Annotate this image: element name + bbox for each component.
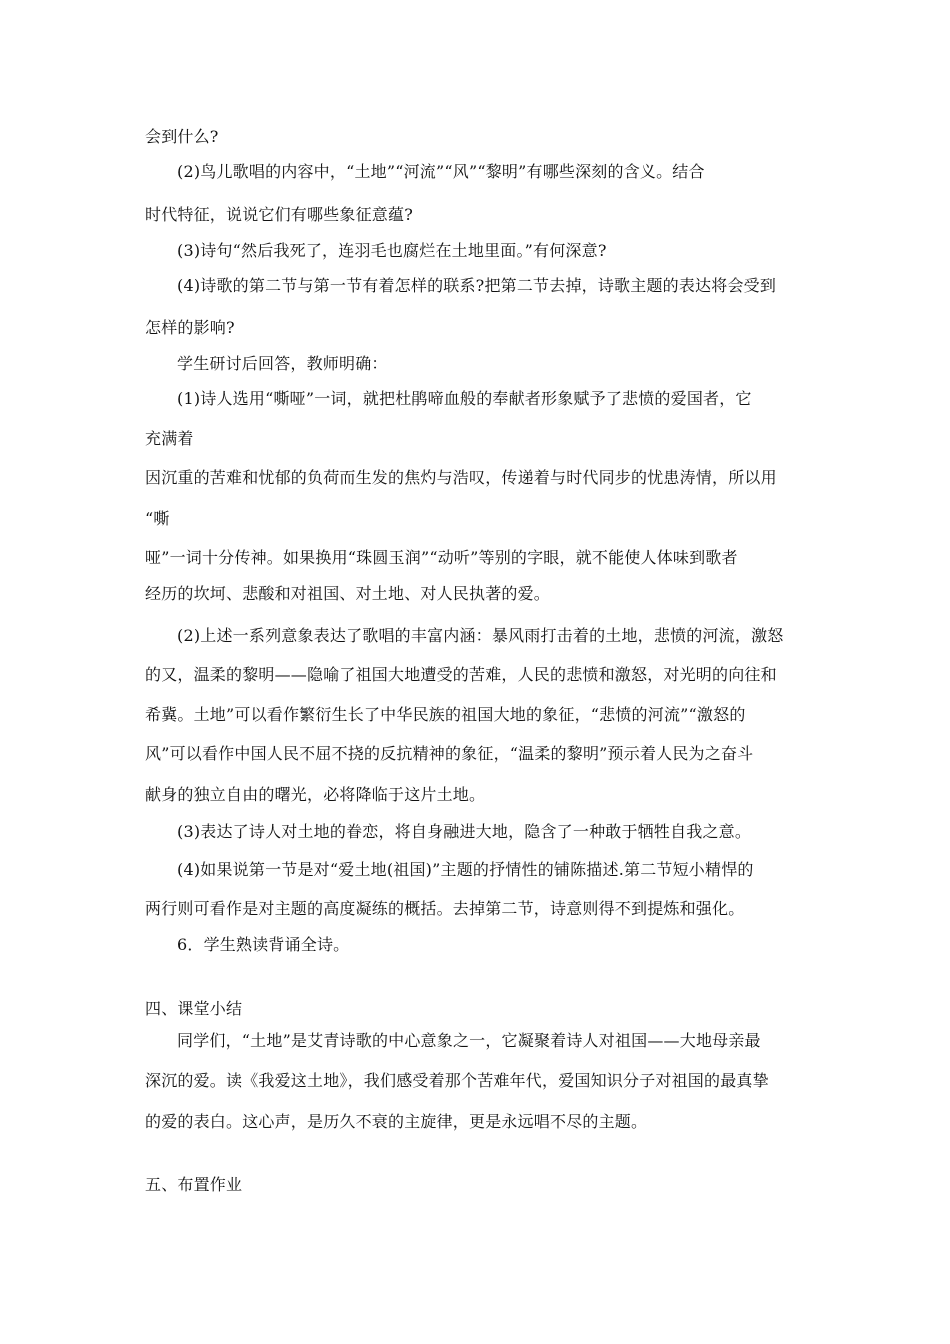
teacher-clarification-line: 学生研讨后回答，教师明确： bbox=[177, 354, 388, 373]
section-heading-homework: 五、布置作业 bbox=[145, 1175, 243, 1194]
text-line: 会到什么? bbox=[145, 127, 219, 146]
text-line: 时代特征，说说它们有哪些象征意蕴? bbox=[145, 205, 413, 224]
question-2-line: (2)鸟儿歌唱的内容中，“土地”“河流”“风”“黎明”有哪些深刻的含义。结合 bbox=[177, 162, 705, 181]
answer-2-line: (2)上述一系列意象表达了歌唱的丰富内涵：暴风雨打击着的土地，悲愤的河流，激怒 bbox=[177, 626, 784, 645]
text-line: 怎样的影响? bbox=[145, 318, 235, 337]
text-line: 深沉的爱。读《我爱这土地》，我们感受着那个苦难年代，爱国知识分子对祖国的最真挚 bbox=[145, 1071, 769, 1090]
text-line: 的爱的表白。这心声，是历久不衰的主旋律，更是永远唱不尽的主题。 bbox=[145, 1112, 648, 1131]
summary-line: 同学们，“土地”是艾青诗歌的中心意象之一，它凝聚着诗人对祖国——大地母亲最 bbox=[177, 1031, 761, 1050]
text-line: 充满着 bbox=[145, 429, 194, 448]
question-3-line: (3)诗句“然后我死了，连羽毛也腐烂在土地里面。”有何深意? bbox=[177, 241, 607, 260]
text-line: 因沉重的苦难和忧郁的负荷而生发的焦灼与浩叹，传递着与时代同步的忧患涛情，所以用 bbox=[145, 468, 777, 487]
answer-1-line: (1)诗人选用“嘶哑”一词，就把杜鹃啼血般的奉献者形象赋予了悲愤的爱国者，它 bbox=[177, 389, 752, 408]
text-line: 经历的坎坷、悲酸和对祖国、对土地、对人民执著的爱。 bbox=[145, 584, 551, 603]
text-line: 风”可以看作中国人民不屈不挠的反抗精神的象征，“温柔的黎明”预示着人民为之奋斗 bbox=[145, 744, 754, 763]
text-line: 献身的独立自由的曙光，必将降临于这片土地。 bbox=[145, 785, 486, 804]
text-line: 的又，温柔的黎明——隐喻了祖国大地遭受的苦难，人民的悲愤和激怒，对光明的向往和 bbox=[145, 665, 777, 684]
text-line: 两行则可看作是对主题的高度凝练的概括。去掉第二节，诗意则得不到提炼和强化。 bbox=[145, 899, 745, 918]
step-6-line: 6．学生熟读背诵全诗。 bbox=[177, 935, 350, 954]
text-line: 哑”一词十分传神。如果换用“珠圆玉润”“动听”等别的字眼，就不能使人体味到歌者 bbox=[145, 548, 738, 567]
section-heading-summary: 四、课堂小结 bbox=[145, 999, 243, 1018]
answer-3-line: (3)表达了诗人对土地的眷恋，将自身融进大地，隐含了一种敢于牺牲自我之意。 bbox=[177, 822, 752, 841]
question-4-line: (4)诗歌的第二节与第一节有着怎样的联系?把第二节去掉，诗歌主题的表达将会受到 bbox=[177, 276, 777, 295]
text-line: 希冀。土地”可以看作繁衍生长了中华民族的祖国大地的象征，“悲愤的河流”“激怒的 bbox=[145, 705, 746, 724]
answer-4-line: (4)如果说第一节是对“爱土地(祖国)”主题的抒情性的铺陈描述.第二节短小精悍的 bbox=[177, 860, 754, 879]
text-line: “嘶 bbox=[145, 509, 170, 528]
